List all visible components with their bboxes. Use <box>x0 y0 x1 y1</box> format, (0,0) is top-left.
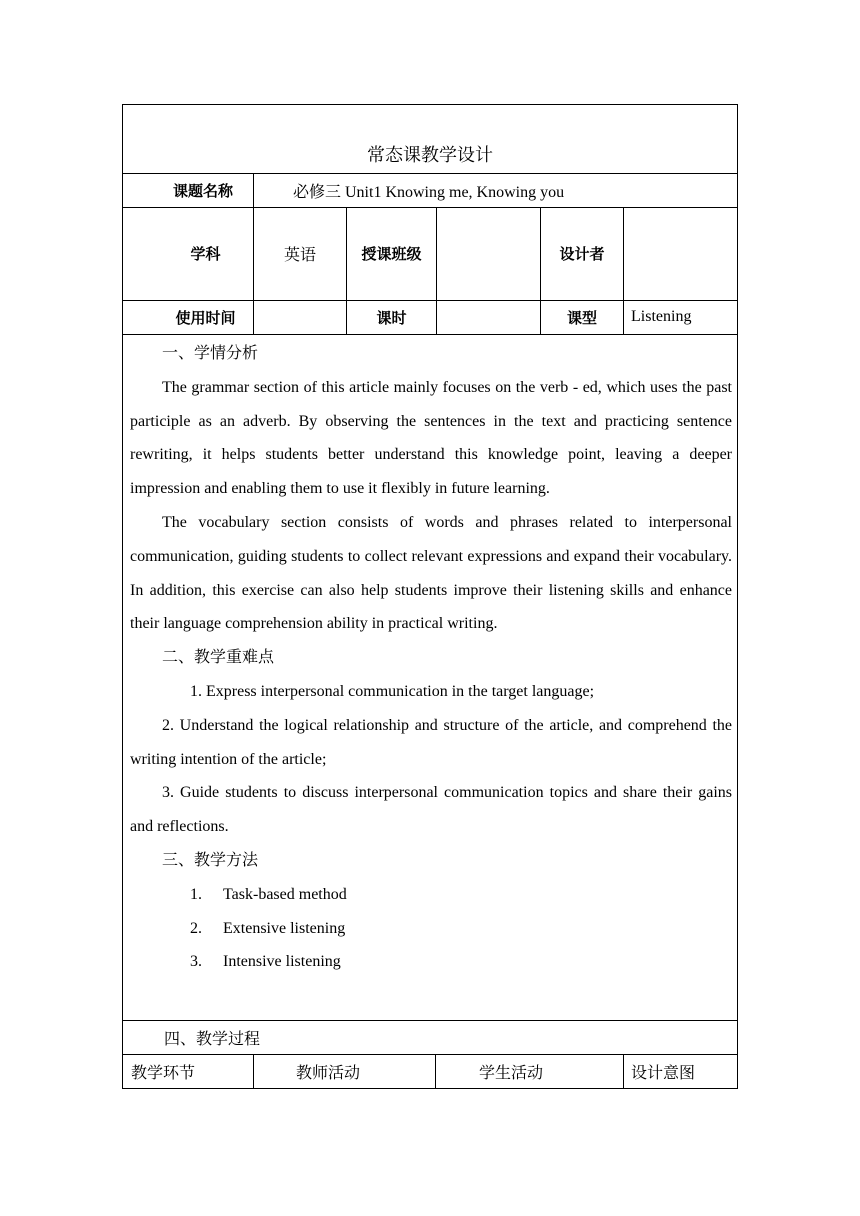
header-teaching-stage: 教学环节 <box>131 1064 196 1082</box>
designer-value <box>624 207 737 300</box>
list-item <box>130 878 732 912</box>
lesson-type-value: Listening <box>631 308 692 325</box>
course-title-value: 必修三 Unit1 Knowing me, Knowing you <box>293 183 565 201</box>
list-text: Task-based method <box>223 885 347 903</box>
usage-time-value <box>254 300 346 334</box>
paragraph: The vocabulary section consists of words and phrases related to interpersonal communication, guiding students to collect relevant expressions and expand their vocabulary. In addition, this exercise can also help students improve their listening skills and enhance their language comprehension ability in practical writing. <box>130 513 732 633</box>
list-item: 1. Express interpersonal communication in the target language; <box>190 682 595 700</box>
subject-label: 学科 <box>190 245 221 263</box>
analysis-content <box>130 337 732 979</box>
section-heading-process: 四、教学过程 <box>164 1030 261 1048</box>
header-design-intent: 设计意图 <box>631 1064 696 1082</box>
list-item: 2. Understand the logical relationship and structure of the article, and comprehend the writing intention of the article; <box>130 716 732 768</box>
course-title-label: 课题名称 <box>172 181 233 200</box>
class-label: 授课班级 <box>361 245 422 263</box>
list-number: 2. <box>190 919 202 937</box>
list-item <box>130 945 732 979</box>
list-text: Intensive listening <box>223 953 341 971</box>
section-heading-methods: 三、教学方法 <box>162 851 259 869</box>
list-number: 3. <box>190 953 202 971</box>
header-student-activity: 学生活动 <box>479 1064 544 1082</box>
list-text: Extensive listening <box>223 919 346 937</box>
section-heading-learner-analysis: 一、学情分析 <box>162 345 259 362</box>
designer-label: 设计者 <box>559 245 605 263</box>
page-title: 常态课教学设计 <box>367 145 493 166</box>
section-heading-key-points: 二、教学重难点 <box>162 649 275 667</box>
usage-time-label: 使用时间 <box>175 308 236 327</box>
lesson-plan-table <box>122 104 738 1089</box>
lesson-type-label: 课型 <box>566 308 597 327</box>
list-number: 1. <box>190 885 202 903</box>
subject-value: 英语 <box>283 247 316 264</box>
period-label: 课时 <box>376 308 407 327</box>
class-value <box>437 207 540 300</box>
period-value <box>437 300 540 334</box>
list-item: 3. Guide students to discuss interpersonal communication topics and share their gains and reflections. <box>130 784 732 836</box>
list-item <box>130 912 732 946</box>
paragraph: The grammar section of this article mainly focuses on the verb - ed, which uses the past participle as an adverb. By observing the sentences in the text and practicing sentence rewriting, it helps students better understand this knowledge point, leaving a deeper impression and enabling them to use it flexibly in future learning. <box>130 378 732 498</box>
header-teacher-activity: 教师活动 <box>296 1064 361 1082</box>
